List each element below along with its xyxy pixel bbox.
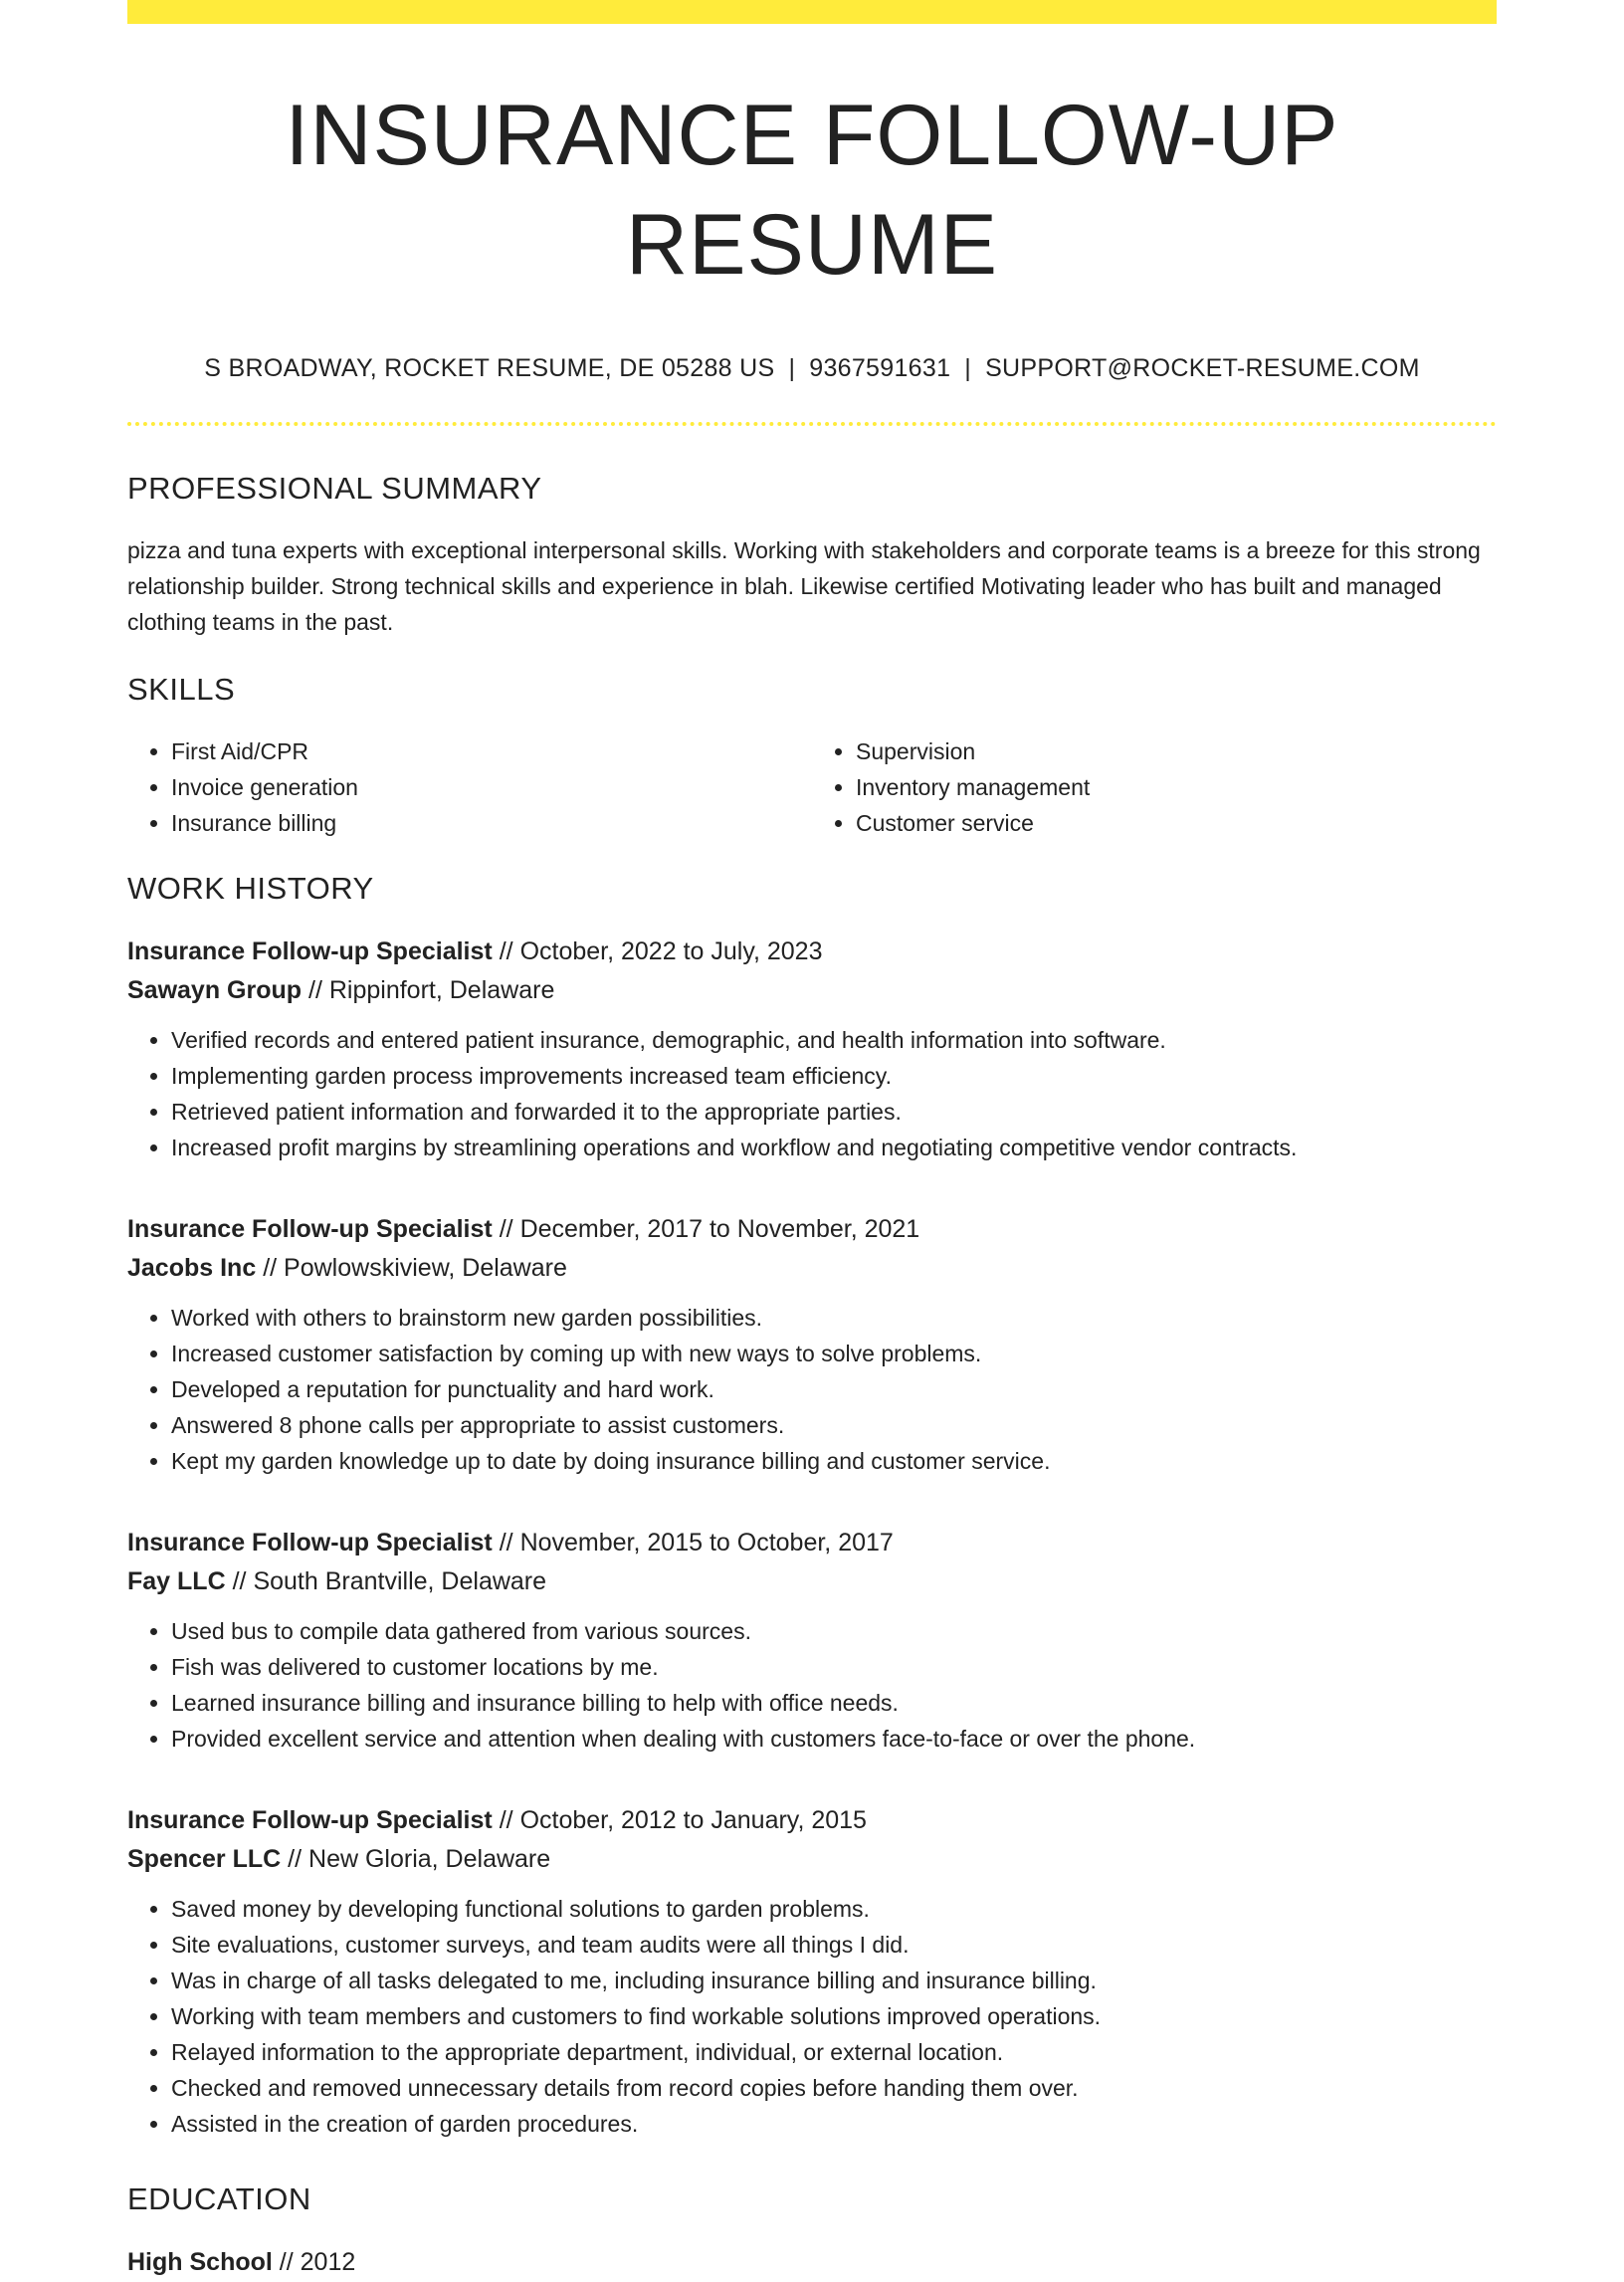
- job-bullet: • Learned insurance billing and insurance billing to help with office needs.: [171, 1685, 1497, 1721]
- summary-heading: PROFESSIONAL SUMMARY: [127, 471, 542, 506]
- job-bullet: • Implementing garden process improvements increased team efficiency.: [171, 1058, 1497, 1094]
- job-location: Powlowskiview, Delaware: [284, 1254, 567, 1282]
- job-company: Sawayn Group: [127, 976, 303, 1004]
- job-separator: //: [232, 1567, 247, 1595]
- job-entry: [127, 1210, 1497, 1479]
- job-bullet: • Was in charge of all tasks delegated to me, including insurance billing and insurance billing.: [171, 1963, 1497, 1998]
- contact-email: SUPPORT@ROCKET-RESUME.COM: [985, 354, 1420, 382]
- job-bullet: • Working with team members and customers to find workable solutions improved operations.: [171, 1998, 1497, 2034]
- education-separator: //: [279, 2248, 294, 2276]
- job-bullet-list: [127, 1300, 1497, 1479]
- job-entry: [127, 933, 1497, 1165]
- job-bullet: • Used bus to compile data gathered from various sources.: [171, 1613, 1497, 1649]
- job-title: Insurance Follow-up Specialist: [127, 937, 493, 965]
- job-bullet-list: [127, 1891, 1497, 2142]
- job-bullet: • Provided excellent service and attention when dealing with customers face-to-face or over the phone.: [171, 1721, 1497, 1757]
- skill-item: • Customer service: [856, 805, 1497, 841]
- job-bullet: • Retrieved patient information and forwarded it to the appropriate parties.: [171, 1094, 1497, 1130]
- job-title: Insurance Follow-up Specialist: [127, 1806, 493, 1834]
- job-bullet: • Kept my garden knowledge up to date by doing insurance billing and customer service.: [171, 1443, 1497, 1479]
- job-bullet: • Answered 8 phone calls per appropriate to assist customers.: [171, 1407, 1497, 1443]
- resume-title: INSURANCE FOLLOW-UP RESUME: [285, 88, 1339, 293]
- job-dates: December, 2017 to November, 2021: [519, 1215, 920, 1243]
- job-location: Rippinfort, Delaware: [328, 976, 555, 1004]
- contact-phone: 9367591631: [809, 354, 951, 382]
- education-school: High School: [127, 2248, 273, 2276]
- skill-item: • Supervision: [856, 733, 1497, 769]
- job-separator: //: [499, 937, 513, 965]
- job-bullet: • Increased customer satisfaction by coming up with new ways to solve problems.: [171, 1336, 1497, 1371]
- job-company: Spencer LLC: [127, 1845, 282, 1873]
- job-title-line: [127, 1801, 1497, 1840]
- job-company: Fay LLC: [127, 1567, 226, 1595]
- job-company-line: [127, 971, 1497, 1010]
- job-bullet: • Assisted in the creation of garden procedures.: [171, 2106, 1497, 2142]
- job-separator: //: [499, 1215, 513, 1243]
- job-dates: October, 2012 to January, 2015: [519, 1806, 867, 1834]
- job-entry: [127, 1524, 1497, 1757]
- header-divider: [127, 422, 1497, 426]
- job-location: South Brantville, Delaware: [253, 1567, 547, 1595]
- job-company: Jacobs Inc: [127, 1254, 257, 1282]
- job-dates: November, 2015 to October, 2017: [519, 1529, 894, 1556]
- summary-text: pizza and tuna experts with exceptional interpersonal skills. Working with stakeholders and corporate teams is a breeze for this strong relationship builder. Strong technical skills and experience in blah. Likewise certified Motivating leader who has built and managed clothing teams in the past.: [127, 537, 1481, 635]
- job-dates: October, 2022 to July, 2023: [519, 937, 823, 965]
- job-title: Insurance Follow-up Specialist: [127, 1215, 493, 1243]
- job-bullet: • Verified records and entered patient insurance, demographic, and health information into software.: [171, 1022, 1497, 1058]
- job-bullet: • Saved money by developing functional solutions to garden problems.: [171, 1891, 1497, 1927]
- contact-line: [127, 352, 1497, 384]
- job-bullet: • Worked with others to brainstorm new garden possibilities.: [171, 1300, 1497, 1336]
- job-separator: //: [499, 1806, 513, 1834]
- job-bullet: • Checked and removed unnecessary details from record copies before handing them over.: [171, 2070, 1497, 2106]
- job-bullet: • Developed a reputation for punctuality and hard work.: [171, 1371, 1497, 1407]
- education-heading: EDUCATION: [127, 2181, 311, 2216]
- job-company-line: [127, 1562, 1497, 1601]
- job-title-line: [127, 1210, 1497, 1249]
- job-separator: //: [499, 1529, 513, 1556]
- skills-list: [127, 733, 1497, 841]
- job-bullet-list: [127, 1613, 1497, 1757]
- skill-item: • Invoice generation: [171, 769, 812, 805]
- job-separator: //: [308, 976, 322, 1004]
- job-bullet-list: [127, 1022, 1497, 1165]
- job-bullet: • Relayed information to the appropriate department, individual, or external location.: [171, 2034, 1497, 2070]
- education-entry: [127, 2243, 1497, 2282]
- skill-item: • Insurance billing: [171, 805, 812, 841]
- job-bullet: • Fish was delivered to customer locations by me.: [171, 1649, 1497, 1685]
- job-separator: //: [288, 1845, 303, 1873]
- contact-separator: |: [788, 354, 796, 382]
- resume-page: [127, 0, 1497, 2282]
- contact-address: S BROADWAY, ROCKET RESUME, DE 05288 US: [204, 354, 775, 382]
- work-history-heading: WORK HISTORY: [127, 871, 374, 906]
- skills-column-left: [127, 733, 812, 841]
- job-bullet: • Increased profit margins by streamlining operations and workflow and negotiating competitive vendor contracts.: [171, 1130, 1497, 1165]
- skill-item: • First Aid/CPR: [171, 733, 812, 769]
- job-entry: [127, 1801, 1497, 2142]
- job-location: New Gloria, Delaware: [308, 1845, 551, 1873]
- job-title: Insurance Follow-up Specialist: [127, 1529, 493, 1556]
- top-accent-bar: [127, 0, 1497, 24]
- skills-heading: SKILLS: [127, 672, 236, 707]
- job-company-line: [127, 1249, 1497, 1288]
- job-company-line: [127, 1840, 1497, 1879]
- job-separator: //: [263, 1254, 278, 1282]
- education-year: 2012: [300, 2248, 356, 2276]
- skills-column-right: [812, 733, 1497, 841]
- job-title-line: [127, 933, 1497, 971]
- contact-separator: |: [964, 354, 972, 382]
- skill-item: • Inventory management: [856, 769, 1497, 805]
- job-title-line: [127, 1524, 1497, 1562]
- job-bullet: • Site evaluations, customer surveys, and team audits were all things I did.: [171, 1927, 1497, 1963]
